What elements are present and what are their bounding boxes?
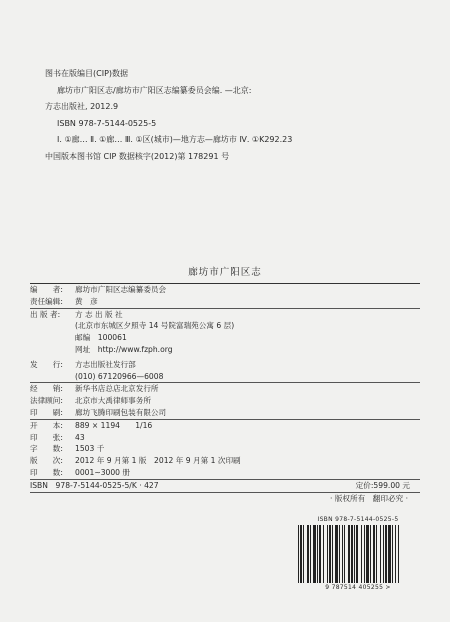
editor-row <box>30 284 420 296</box>
issuer-row <box>30 359 420 371</box>
price-value: 定价:599.00 元 <box>355 480 410 490</box>
chief-editor-row <box>30 296 420 308</box>
cip-isbn: ISBN 978-7-5144-0525-5 <box>57 118 157 128</box>
dealer-row <box>30 383 420 395</box>
print-run-label: 印 数: <box>30 467 63 477</box>
legal-value: 北京市大禹律师事务所 <box>75 396 151 406</box>
format-value: 889 × 1194 1/16 <box>75 420 153 430</box>
book-title: 廊坊市广阳区志 <box>188 267 262 278</box>
barcode-isbn-text: ISBN 978-7-5144-0525-5 <box>317 516 399 523</box>
printer-label: 印 刷: <box>30 407 63 417</box>
legal-label: 法律顾问: <box>30 396 63 406</box>
publisher-website: 网址 http://www.fzph.org <box>75 344 173 354</box>
editor-label: 编 者: <box>30 285 63 294</box>
copyright-block <box>30 265 420 505</box>
printer-value: 廊坊飞腾印刷包装有限公司 <box>75 407 167 417</box>
cip-record-number: 中国版本图书馆 CIP 数据核字(2012)第 178291 号 <box>45 151 230 161</box>
rights-notice: · 版权所有 翻印必究 · <box>330 493 408 503</box>
words-row <box>30 443 420 455</box>
publisher-label: 出 版 者: <box>30 309 61 319</box>
edition-value: 2012 年 9 月第 1 版 2012 年 9 月第 1 次印刷 <box>75 456 241 466</box>
dealer-label: 经 销: <box>30 384 63 394</box>
dealer-value: 新华书店总店北京发行所 <box>75 384 159 394</box>
cip-line: 方志出版社, 2012.9 <box>45 102 119 111</box>
publisher-address: (北京市东城区夕照寺 14 号院富瑞苑公寓 6 层) <box>75 321 235 331</box>
print-run-row <box>30 467 420 479</box>
format-row <box>30 420 420 432</box>
isbn-price-row <box>30 480 420 492</box>
sheets-row <box>30 432 420 444</box>
isbn-barcode <box>292 516 424 596</box>
legal-row <box>30 395 420 407</box>
cip-line: 廊坊市广阳区志/廊坊市广阳区志编纂委员会编. —北京: <box>57 85 252 95</box>
barcode-digits: 9 787514 405255 > <box>325 584 391 591</box>
cip-data-block <box>45 66 425 165</box>
cip-classification: Ⅰ. ①廊… Ⅱ. ①廊… Ⅲ. ①区(城市)—地方志—廊坊市 Ⅳ. ①K292.23 <box>57 135 293 144</box>
edition-row <box>30 455 420 467</box>
publisher-postcode: 邮编 100061 <box>75 333 127 343</box>
publisher-row <box>30 309 420 321</box>
format-label: 开 本: <box>30 420 63 430</box>
publisher-value: 方 志 出 版 社 <box>75 309 123 319</box>
printer-row <box>30 407 420 419</box>
words-value: 1503 千 <box>75 444 105 454</box>
chief-editor-label: 责任编辑: <box>30 296 63 306</box>
print-run-value: 0001~3000 册 <box>75 467 131 477</box>
sheets-label: 印 张: <box>30 432 63 442</box>
barcode-bars <box>292 525 424 583</box>
chief-editor-value: 黄 彦 <box>75 296 98 306</box>
issuer-label: 发 行: <box>30 359 63 369</box>
editor-value: 廊坊市广阳区志编纂委员会 <box>75 285 167 294</box>
sheets-value: 43 <box>75 432 85 442</box>
cip-heading: 图书在版编目(CIP)数据 <box>45 69 129 78</box>
issuer-phone: (010) 67120966—6008 <box>75 371 164 381</box>
isbn-value: ISBN 978-7-5144-0525-5/K · 427 <box>30 480 159 490</box>
edition-label: 版 次: <box>30 456 63 466</box>
issuer-value: 方志出版社发行部 <box>75 359 136 369</box>
words-label: 字 数: <box>30 444 63 454</box>
